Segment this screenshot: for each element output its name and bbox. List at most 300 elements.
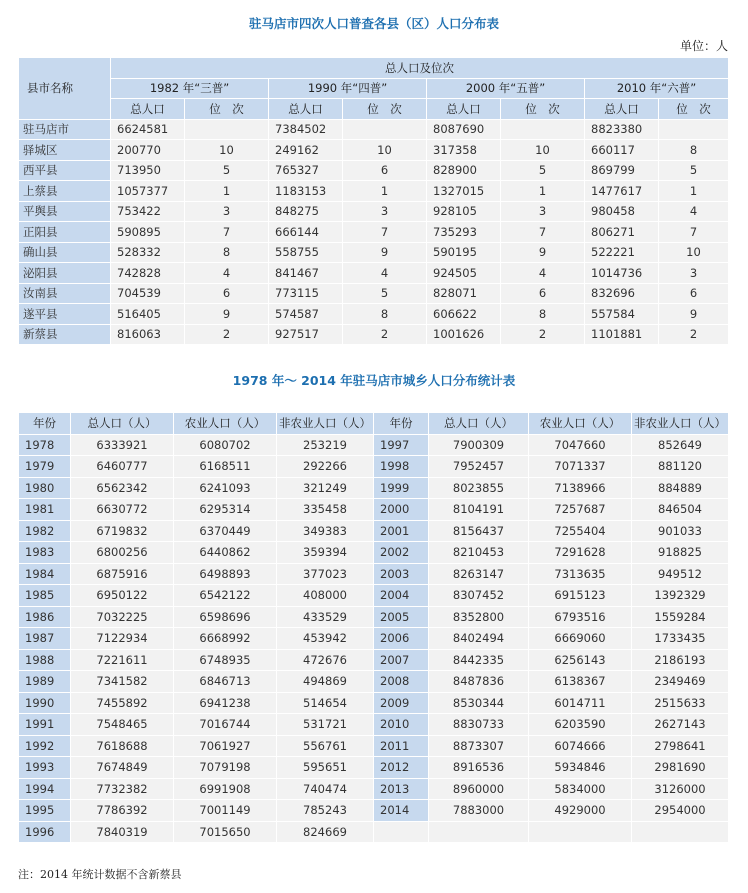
year-cell: 2013: [374, 778, 429, 800]
rank-cell: 7: [343, 222, 427, 243]
rank-cell: 3: [343, 201, 427, 222]
agricultural-population-cell: 6203590: [529, 714, 632, 736]
population-cell: 928105: [427, 201, 501, 222]
rank-cell: 9: [343, 242, 427, 263]
rank-cell: 8: [501, 304, 585, 325]
table-row: [19, 778, 729, 800]
population-cell: 200770: [111, 140, 185, 161]
rank-cell: 9: [501, 242, 585, 263]
year-cell: 1978: [19, 434, 71, 456]
total-population-cell: 7122934: [71, 628, 174, 650]
non-agricultural-population-cell: 2798641: [632, 735, 729, 757]
non-agricultural-population-cell: 253219: [277, 434, 374, 456]
agricultural-population-cell: 7071337: [529, 456, 632, 478]
rank-cell: 4: [659, 201, 729, 222]
rank-cell: 7: [185, 222, 269, 243]
footnote: 注：2014 年统计数据不含新蔡县: [18, 868, 182, 881]
agricultural-population-cell: 6138367: [529, 671, 632, 693]
non-agricultural-population-cell: 2954000: [632, 800, 729, 822]
total-population-cell: 7900309: [429, 434, 529, 456]
total-population-cell: 7952457: [429, 456, 529, 478]
table-row: [19, 692, 729, 714]
total-population-cell: 7341582: [71, 671, 174, 693]
year-cell: 2009: [374, 692, 429, 714]
non-agricultural-population-cell: 846504: [632, 499, 729, 521]
population-cell: 528332: [111, 242, 185, 263]
rank-cell: 4: [343, 263, 427, 284]
total-population-cell: 8916536: [429, 757, 529, 779]
total-population-cell: 7732382: [71, 778, 174, 800]
total-population-cell: 7883000: [429, 800, 529, 822]
agricultural-population-cell: 6598696: [174, 606, 277, 628]
year-cell: 1988: [19, 649, 71, 671]
non-agricultural-population-cell: 2515633: [632, 692, 729, 714]
table-row: [19, 585, 729, 607]
population-cell: 666144: [269, 222, 343, 243]
total-population-cell: 8263147: [429, 563, 529, 585]
non-agricultural-population-cell: 2627143: [632, 714, 729, 736]
year-cell: 2004: [374, 585, 429, 607]
rank-cell: [185, 119, 269, 140]
total-population-cell: 6719832: [71, 520, 174, 542]
table-row: [19, 735, 729, 757]
year-cell: 1979: [19, 456, 71, 478]
year-cell: 2001: [374, 520, 429, 542]
total-population-cell: 8023855: [429, 477, 529, 499]
year-cell: 1981: [19, 499, 71, 521]
rank-cell: 2: [659, 324, 729, 345]
census-table: [18, 57, 729, 345]
rank-cell: 10: [501, 140, 585, 161]
agricultural-population-cell: 6370449: [174, 520, 277, 542]
rank-cell: 10: [185, 140, 269, 161]
non-agricultural-population-cell: 472676: [277, 649, 374, 671]
header-total: 总人口: [427, 99, 501, 120]
total-population-cell: 7221611: [71, 649, 174, 671]
year-cell: 1980: [19, 477, 71, 499]
agricultural-population-cell: 5934846: [529, 757, 632, 779]
rank-cell: 7: [501, 222, 585, 243]
county-name: 汝南县: [19, 283, 111, 304]
year-cell: 2011: [374, 735, 429, 757]
non-agricultural-population-cell: 556761: [277, 735, 374, 757]
county-name: 上蔡县: [19, 181, 111, 202]
header-total: 总人口: [111, 99, 185, 120]
year-cell: 1997: [374, 434, 429, 456]
total-population-cell: 8210453: [429, 542, 529, 564]
urban-rural-table: [18, 412, 729, 843]
non-agricultural-population-cell: 531721: [277, 714, 374, 736]
header-total: 总人口: [269, 99, 343, 120]
agricultural-population-cell: 7001149: [174, 800, 277, 822]
non-agricultural-population-cell: 852649: [632, 434, 729, 456]
year-cell: 2000: [374, 499, 429, 521]
total-population-cell: 8402494: [429, 628, 529, 650]
unit-label: 单位：人: [679, 39, 728, 53]
year-cell: 1991: [19, 714, 71, 736]
population-cell: 516405: [111, 304, 185, 325]
non-agricultural-population-cell: 884889: [632, 477, 729, 499]
population-cell: 1327015: [427, 181, 501, 202]
population-cell: 8087690: [427, 119, 501, 140]
table-row: [19, 477, 729, 499]
year-cell: 1996: [19, 821, 71, 843]
rank-cell: 10: [659, 242, 729, 263]
agricultural-population-cell: 6991908: [174, 778, 277, 800]
year-cell: 1983: [19, 542, 71, 564]
year-cell: 1989: [19, 671, 71, 693]
population-cell: 1101881: [585, 324, 659, 345]
total-population-cell: 8530344: [429, 692, 529, 714]
population-cell: 317358: [427, 140, 501, 161]
total-population-cell: 8352800: [429, 606, 529, 628]
year-cell: 2002: [374, 542, 429, 564]
population-cell: 735293: [427, 222, 501, 243]
header-total-population: 总人口（人）: [429, 413, 529, 435]
population-cell: 1014736: [585, 263, 659, 284]
total-population-cell: [429, 821, 529, 843]
header-county: 县市名称: [19, 58, 111, 120]
year-cell: 1990: [19, 692, 71, 714]
total-population-cell: 6630772: [71, 499, 174, 521]
table-row: [19, 649, 729, 671]
rank-cell: 3: [185, 201, 269, 222]
population-cell: 927517: [269, 324, 343, 345]
population-cell: 753422: [111, 201, 185, 222]
header-total: 总人口: [585, 99, 659, 120]
rank-cell: 6: [501, 283, 585, 304]
population-cell: 806271: [585, 222, 659, 243]
agricultural-population-cell: 7291628: [529, 542, 632, 564]
county-name: 正阳县: [19, 222, 111, 243]
total-population-cell: 6800256: [71, 542, 174, 564]
non-agricultural-population-cell: 2186193: [632, 649, 729, 671]
rank-cell: [343, 119, 427, 140]
non-agricultural-population-cell: 377023: [277, 563, 374, 585]
non-agricultural-population-cell: 1559284: [632, 606, 729, 628]
population-cell: 6624581: [111, 119, 185, 140]
rank-cell: 6: [185, 283, 269, 304]
non-agricultural-population-cell: [632, 821, 729, 843]
non-agricultural-population-cell: 514654: [277, 692, 374, 714]
non-agricultural-population-cell: 292266: [277, 456, 374, 478]
header-census-1982: 1982 年“三普”: [111, 78, 269, 99]
non-agricultural-population-cell: 2349469: [632, 671, 729, 693]
agricultural-population-cell: 6941238: [174, 692, 277, 714]
county-name: 新蔡县: [19, 324, 111, 345]
agricultural-population-cell: 6168511: [174, 456, 277, 478]
table-row: [19, 304, 729, 325]
agricultural-population-cell: 6074666: [529, 735, 632, 757]
header-rank: 位 次: [501, 99, 585, 120]
table-row: [19, 140, 729, 161]
rank-cell: 1: [501, 181, 585, 202]
header-total-and-rank: 总人口及位次: [111, 58, 729, 79]
non-agricultural-population-cell: 595651: [277, 757, 374, 779]
non-agricultural-population-cell: 349383: [277, 520, 374, 542]
year-cell: 1999: [374, 477, 429, 499]
agricultural-population-cell: 6748935: [174, 649, 277, 671]
population-cell: 828071: [427, 283, 501, 304]
rank-cell: 2: [343, 324, 427, 345]
total-population-cell: 8307452: [429, 585, 529, 607]
table-row: [19, 542, 729, 564]
table-row: [19, 606, 729, 628]
table-row: [19, 456, 729, 478]
rank-cell: 3: [659, 263, 729, 284]
rank-cell: 7: [659, 222, 729, 243]
population-cell: 841467: [269, 263, 343, 284]
rank-cell: 5: [343, 283, 427, 304]
total-population-cell: 7674849: [71, 757, 174, 779]
header-rank: 位 次: [343, 99, 427, 120]
rank-cell: 3: [501, 201, 585, 222]
agricultural-population-cell: 6440862: [174, 542, 277, 564]
population-cell: 1001626: [427, 324, 501, 345]
non-agricultural-population-cell: 1733435: [632, 628, 729, 650]
table-row: [19, 499, 729, 521]
total-population-cell: 6950122: [71, 585, 174, 607]
agricultural-population-cell: 6669060: [529, 628, 632, 650]
rank-cell: 1: [343, 181, 427, 202]
table-row: [19, 160, 729, 181]
total-population-cell: 8960000: [429, 778, 529, 800]
year-cell: 1992: [19, 735, 71, 757]
agricultural-population-cell: 6846713: [174, 671, 277, 693]
table-row: [19, 628, 729, 650]
year-cell: 2010: [374, 714, 429, 736]
population-cell: 249162: [269, 140, 343, 161]
total-population-cell: 7840319: [71, 821, 174, 843]
agricultural-population-cell: 7047660: [529, 434, 632, 456]
total-population-cell: 8873307: [429, 735, 529, 757]
header-rank: 位 次: [185, 99, 269, 120]
year-cell: 1986: [19, 606, 71, 628]
header-agricultural-population: 农业人口（人）: [174, 413, 277, 435]
population-cell: 606622: [427, 304, 501, 325]
total-population-cell: 8487836: [429, 671, 529, 693]
agricultural-population-cell: [529, 821, 632, 843]
table1-title: 驻马店市四次人口普查各县（区）人口分布表: [248, 16, 499, 31]
non-agricultural-population-cell: 1392329: [632, 585, 729, 607]
county-name: 泌阳县: [19, 263, 111, 284]
non-agricultural-population-cell: 918825: [632, 542, 729, 564]
header-agricultural-population: 农业人口（人）: [529, 413, 632, 435]
total-population-cell: 7618688: [71, 735, 174, 757]
non-agricultural-population-cell: 3126000: [632, 778, 729, 800]
year-cell: 1985: [19, 585, 71, 607]
rank-cell: 8: [343, 304, 427, 325]
non-agricultural-population-cell: 494869: [277, 671, 374, 693]
rank-cell: 9: [659, 304, 729, 325]
header-non-agricultural-population: 非农业人口（人）: [632, 413, 729, 435]
total-population-cell: 6460777: [71, 456, 174, 478]
population-cell: 924505: [427, 263, 501, 284]
population-cell: 574587: [269, 304, 343, 325]
agricultural-population-cell: 7079198: [174, 757, 277, 779]
table2-title: 1978 年～ 2014 年驻马店市城乡人口分布统计表: [232, 373, 516, 388]
rank-cell: [501, 119, 585, 140]
non-agricultural-population-cell: 740474: [277, 778, 374, 800]
rank-cell: 8: [185, 242, 269, 263]
agricultural-population-cell: 6793516: [529, 606, 632, 628]
county-name: 确山县: [19, 242, 111, 263]
agricultural-population-cell: 6241093: [174, 477, 277, 499]
rank-cell: 1: [659, 181, 729, 202]
non-agricultural-population-cell: 321249: [277, 477, 374, 499]
agricultural-population-cell: 6542122: [174, 585, 277, 607]
agricultural-population-cell: 7016744: [174, 714, 277, 736]
population-cell: 713950: [111, 160, 185, 181]
population-cell: 590895: [111, 222, 185, 243]
rank-cell: 2: [185, 324, 269, 345]
non-agricultural-population-cell: 785243: [277, 800, 374, 822]
non-agricultural-population-cell: 408000: [277, 585, 374, 607]
rank-cell: 6: [659, 283, 729, 304]
population-cell: 816063: [111, 324, 185, 345]
agricultural-population-cell: 6915123: [529, 585, 632, 607]
table-row: [19, 821, 729, 843]
population-cell: 773115: [269, 283, 343, 304]
rank-cell: [659, 119, 729, 140]
population-cell: 828900: [427, 160, 501, 181]
year-cell: 1995: [19, 800, 71, 822]
rank-cell: 1: [185, 181, 269, 202]
non-agricultural-population-cell: 949512: [632, 563, 729, 585]
county-name: 平舆县: [19, 201, 111, 222]
table-row: [19, 757, 729, 779]
total-population-cell: 6875916: [71, 563, 174, 585]
population-cell: 522221: [585, 242, 659, 263]
county-name: 西平县: [19, 160, 111, 181]
agricultural-population-cell: 6295314: [174, 499, 277, 521]
table-row: [19, 283, 729, 304]
year-cell: [374, 821, 429, 843]
year-cell: 2007: [374, 649, 429, 671]
year-cell: 1998: [374, 456, 429, 478]
year-cell: 2014: [374, 800, 429, 822]
year-cell: 1994: [19, 778, 71, 800]
agricultural-population-cell: 6668992: [174, 628, 277, 650]
non-agricultural-population-cell: 433529: [277, 606, 374, 628]
year-cell: 1982: [19, 520, 71, 542]
header-census-1990: 1990 年“四普”: [269, 78, 427, 99]
agricultural-population-cell: 6080702: [174, 434, 277, 456]
non-agricultural-population-cell: 359394: [277, 542, 374, 564]
population-cell: 869799: [585, 160, 659, 181]
header-census-2010: 2010 年“六普”: [585, 78, 729, 99]
non-agricultural-population-cell: 2981690: [632, 757, 729, 779]
table-row: [19, 563, 729, 585]
non-agricultural-population-cell: 901033: [632, 520, 729, 542]
year-cell: 1987: [19, 628, 71, 650]
table-row: [19, 324, 729, 345]
header-year: 年份: [374, 413, 429, 435]
year-cell: 1993: [19, 757, 71, 779]
header-rank: 位 次: [659, 99, 729, 120]
county-name: 驻马店市: [19, 119, 111, 140]
total-population-cell: 7548465: [71, 714, 174, 736]
rank-cell: 9: [185, 304, 269, 325]
table-row: [19, 671, 729, 693]
population-cell: 557584: [585, 304, 659, 325]
rank-cell: 5: [185, 160, 269, 181]
table-row: [19, 520, 729, 542]
table-row: [19, 181, 729, 202]
year-cell: 1984: [19, 563, 71, 585]
year-cell: 2012: [374, 757, 429, 779]
agricultural-population-cell: 7138966: [529, 477, 632, 499]
agricultural-population-cell: 7313635: [529, 563, 632, 585]
rank-cell: 5: [501, 160, 585, 181]
agricultural-population-cell: 7257687: [529, 499, 632, 521]
table-row: [19, 434, 729, 456]
agricultural-population-cell: 6014711: [529, 692, 632, 714]
non-agricultural-population-cell: 453942: [277, 628, 374, 650]
population-cell: 980458: [585, 201, 659, 222]
agricultural-population-cell: 5834000: [529, 778, 632, 800]
total-population-cell: 8830733: [429, 714, 529, 736]
rank-cell: 2: [501, 324, 585, 345]
population-cell: 7384502: [269, 119, 343, 140]
total-population-cell: 6562342: [71, 477, 174, 499]
population-cell: 660117: [585, 140, 659, 161]
rank-cell: 4: [185, 263, 269, 284]
table-row: [19, 119, 729, 140]
rank-cell: 10: [343, 140, 427, 161]
total-population-cell: 8442335: [429, 649, 529, 671]
total-population-cell: 6333921: [71, 434, 174, 456]
total-population-cell: 8104191: [429, 499, 529, 521]
population-cell: 1183153: [269, 181, 343, 202]
table-row: [19, 242, 729, 263]
total-population-cell: 8156437: [429, 520, 529, 542]
table-row: [19, 201, 729, 222]
population-cell: 704539: [111, 283, 185, 304]
year-cell: 2003: [374, 563, 429, 585]
non-agricultural-population-cell: 881120: [632, 456, 729, 478]
year-cell: 2006: [374, 628, 429, 650]
rank-cell: 8: [659, 140, 729, 161]
rank-cell: 4: [501, 263, 585, 284]
agricultural-population-cell: 6256143: [529, 649, 632, 671]
county-name: 遂平县: [19, 304, 111, 325]
total-population-cell: 7455892: [71, 692, 174, 714]
population-cell: 558755: [269, 242, 343, 263]
table-row: [19, 222, 729, 243]
population-cell: 848275: [269, 201, 343, 222]
year-cell: 2005: [374, 606, 429, 628]
table-row: [19, 263, 729, 284]
header-year: 年份: [19, 413, 71, 435]
header-census-2000: 2000 年“五普”: [427, 78, 585, 99]
non-agricultural-population-cell: 335458: [277, 499, 374, 521]
rank-cell: 5: [659, 160, 729, 181]
rank-cell: 6: [343, 160, 427, 181]
population-cell: 1057377: [111, 181, 185, 202]
agricultural-population-cell: 7015650: [174, 821, 277, 843]
agricultural-population-cell: 4929000: [529, 800, 632, 822]
county-name: 驿城区: [19, 140, 111, 161]
population-cell: 832696: [585, 283, 659, 304]
header-non-agricultural-population: 非农业人口（人）: [277, 413, 374, 435]
population-cell: 742828: [111, 263, 185, 284]
table-row: [19, 714, 729, 736]
agricultural-population-cell: 7255404: [529, 520, 632, 542]
non-agricultural-population-cell: 824669: [277, 821, 374, 843]
total-population-cell: 7032225: [71, 606, 174, 628]
population-cell: 765327: [269, 160, 343, 181]
